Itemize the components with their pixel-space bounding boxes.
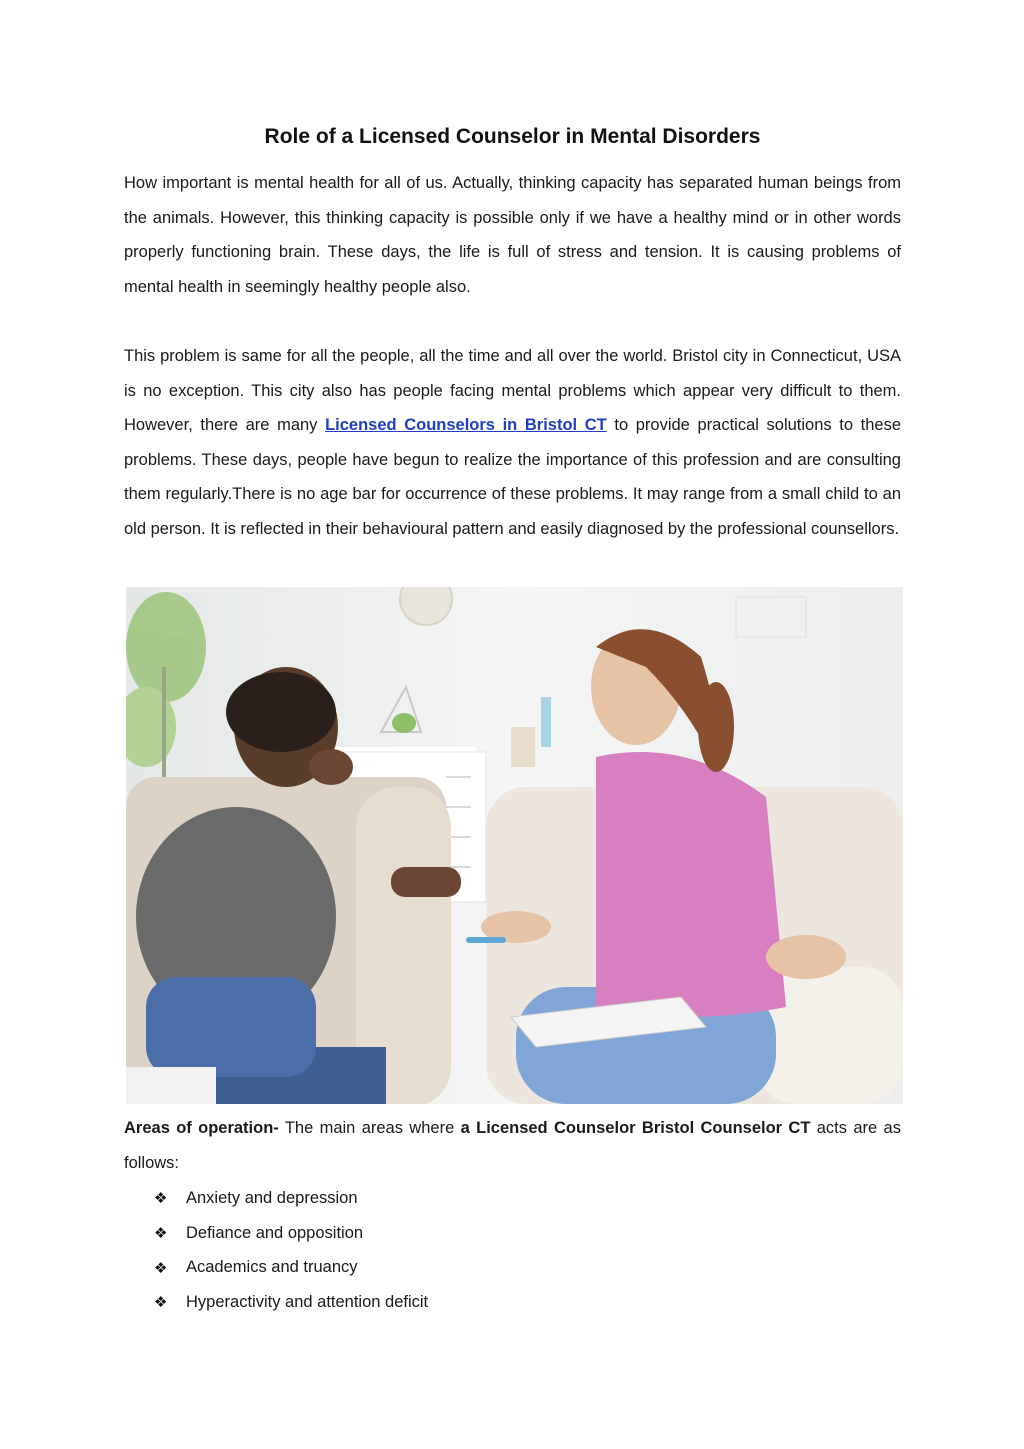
licensed-counselors-link[interactable]: Licensed Counselors in Bristol CT [325,416,607,434]
list-item [154,1285,428,1320]
list-item-label: Defiance and opposition [186,1223,364,1242]
diamond-dots-bullet-icon: ❖ [154,1294,168,1312]
areas-of-operation-paragraph [124,1111,901,1180]
list-item-label: Hyperactivity and attention deficit [186,1292,429,1311]
bristol-paragraph [124,339,901,546]
document-title: Role of a Licensed Counselor in Mental Disorders [264,125,761,148]
areas-bold-text: a Licensed Counselor Bristol Counselor CT [460,1119,811,1137]
list-item [154,1250,428,1285]
diamond-dots-bullet-icon: ❖ [154,1190,168,1208]
areas-label: Areas of operation- [124,1119,279,1137]
list-item-label: Anxiety and depression [186,1188,358,1207]
paragraph-text: This problem is same for all the people, all the time and all over the world. Bristol city in Connecticut, USA is no exception. This city also has people facing mental problems which appear very difficult to them. However, there are many [124,347,901,434]
paragraph-text: to provide practical solutions to these problems. These days, people have begun to realize the importance of this profession and are consulting them regularly.There is no age bar for occurrence of these problems. It may range from a small child to an old person. It is reflected in their behavioural pattern and easily diagnosed by the professional counsellors. [124,416,902,538]
counseling-session-photo [126,587,903,1104]
diamond-dots-bullet-icon: ❖ [154,1225,168,1243]
paragraph-text: acts are as follows: [124,1119,901,1172]
diamond-dots-bullet-icon: ❖ [154,1259,168,1277]
list-item-label: Academics and truancy [186,1258,358,1277]
areas-list [154,1181,428,1320]
intro-paragraph: How important is mental health for all of us. Actually, thinking capacity has separated human beings from the animals. However, this thinking capacity is possible only if we have a healthy mind or in other words properly functioning brain. These days, the life is full of stress and tension. It is causing problems of mental health in seemingly healthy people also. [124,174,901,296]
list-item [154,1181,428,1216]
list-item [154,1216,428,1251]
paragraph-text: The main areas where [278,1119,461,1137]
